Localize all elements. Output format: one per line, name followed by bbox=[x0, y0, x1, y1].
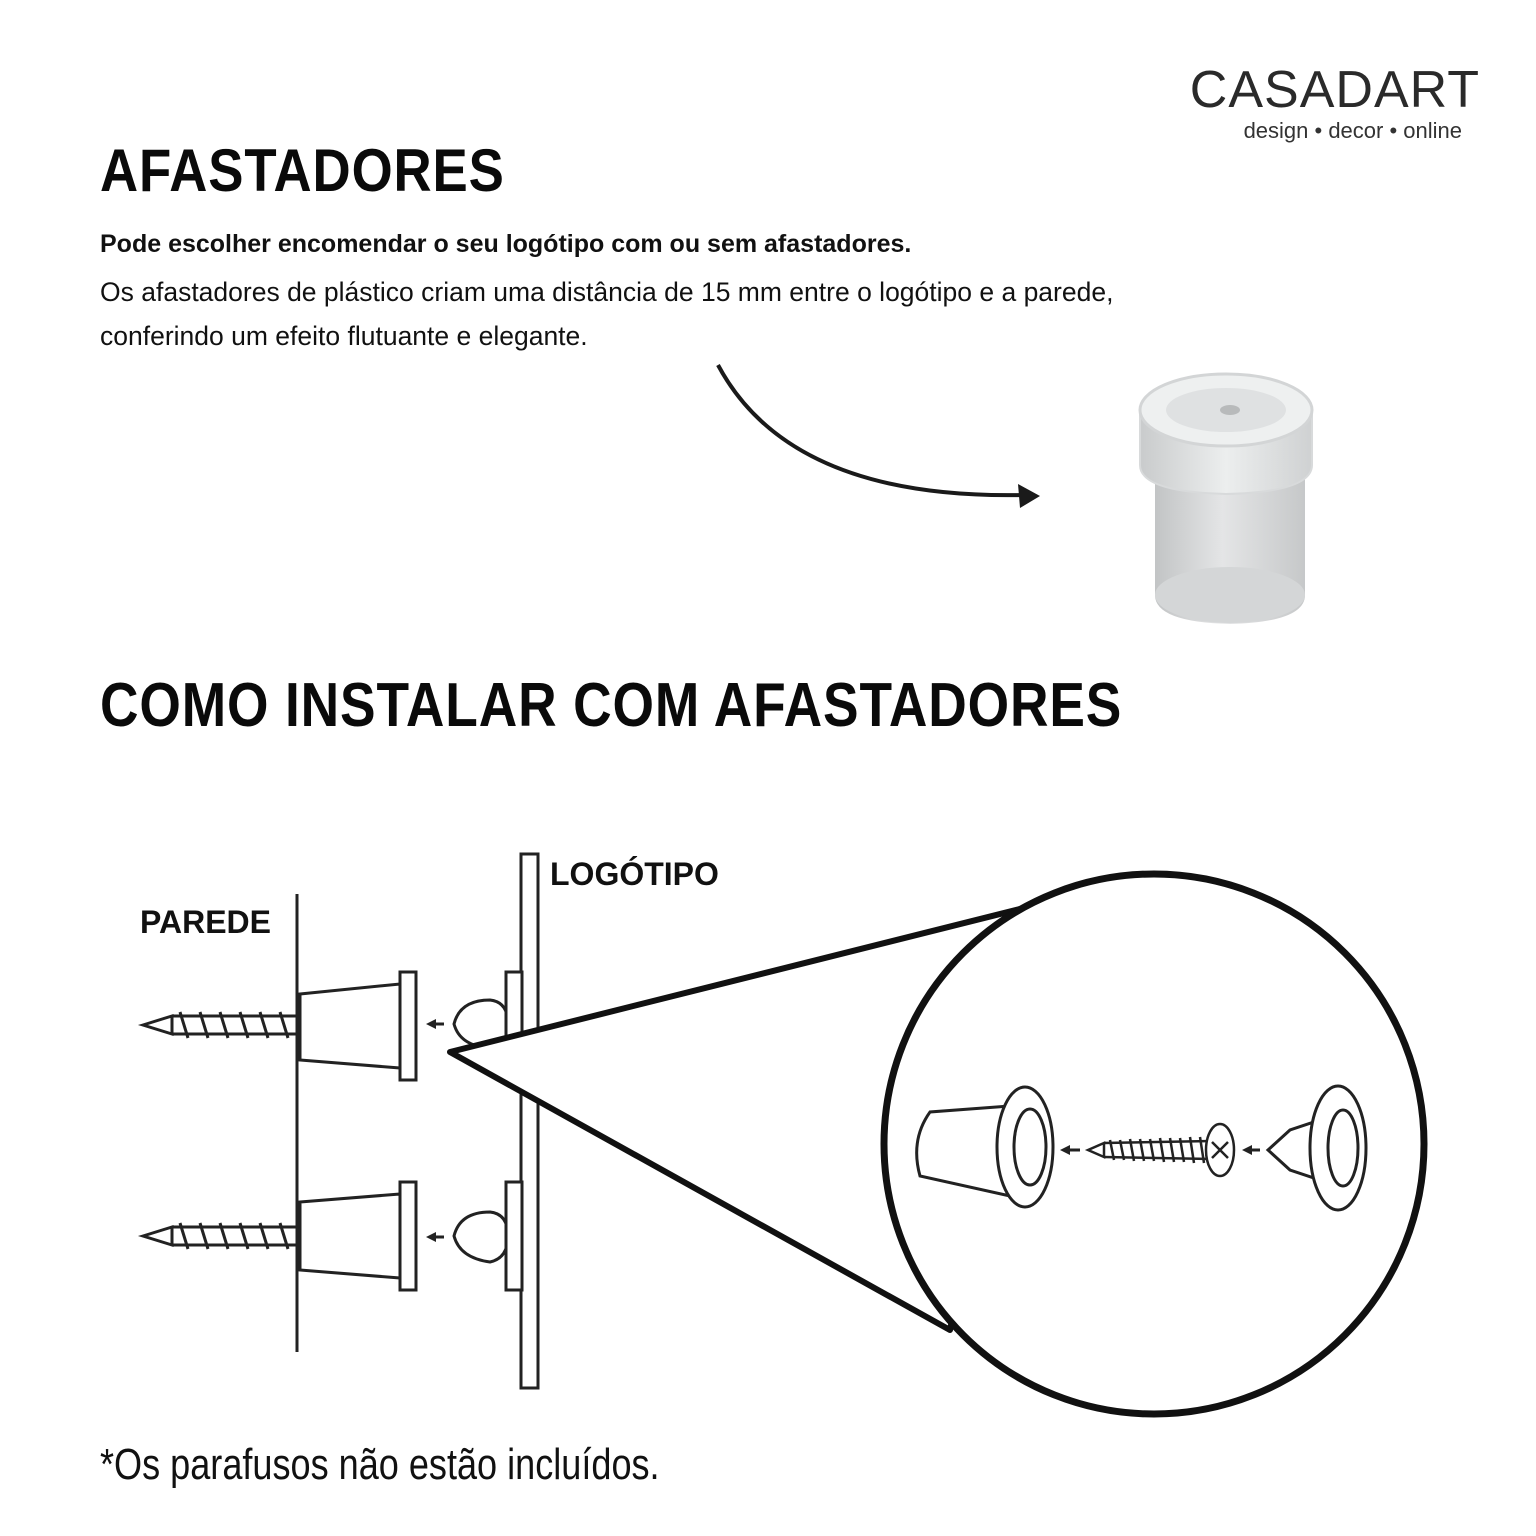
lead-text: Pode escolher encomendar o seu logótipo com ou sem afastadores. bbox=[100, 230, 912, 258]
section-title-install: COMO INSTALAR COM AFASTADORES bbox=[100, 671, 1123, 740]
description-text: Os afastadores de plástico criam uma distância de 15 mm entre o logótipo e a parede, conferindo um efeito flutuante e elegante. bbox=[100, 277, 1114, 351]
logo-panel bbox=[521, 854, 538, 1388]
curved-arrow-icon bbox=[718, 365, 1040, 508]
arrow-left-icon bbox=[426, 1019, 444, 1029]
wall-plug-icon bbox=[300, 972, 416, 1080]
wall-label: PAREDE bbox=[140, 904, 271, 940]
arrow-left-icon bbox=[426, 1232, 444, 1242]
screw-icon bbox=[143, 1004, 322, 1046]
standoff-cap-icon bbox=[454, 1182, 522, 1290]
logo-label: LOGÓTIPO bbox=[550, 856, 719, 892]
standoff-product-image bbox=[1140, 374, 1312, 624]
screw-icon bbox=[143, 1215, 322, 1257]
section-title-standoffs: AFASTADORES bbox=[100, 137, 505, 204]
brand-name: CASADART bbox=[1189, 61, 1480, 119]
footnote: *Os parafusos não estão incluídos. bbox=[100, 1440, 660, 1489]
brand-tagline: design • decor • online bbox=[1243, 118, 1462, 143]
wall-plug-icon bbox=[300, 1182, 416, 1290]
brand-logo bbox=[1189, 61, 1480, 144]
